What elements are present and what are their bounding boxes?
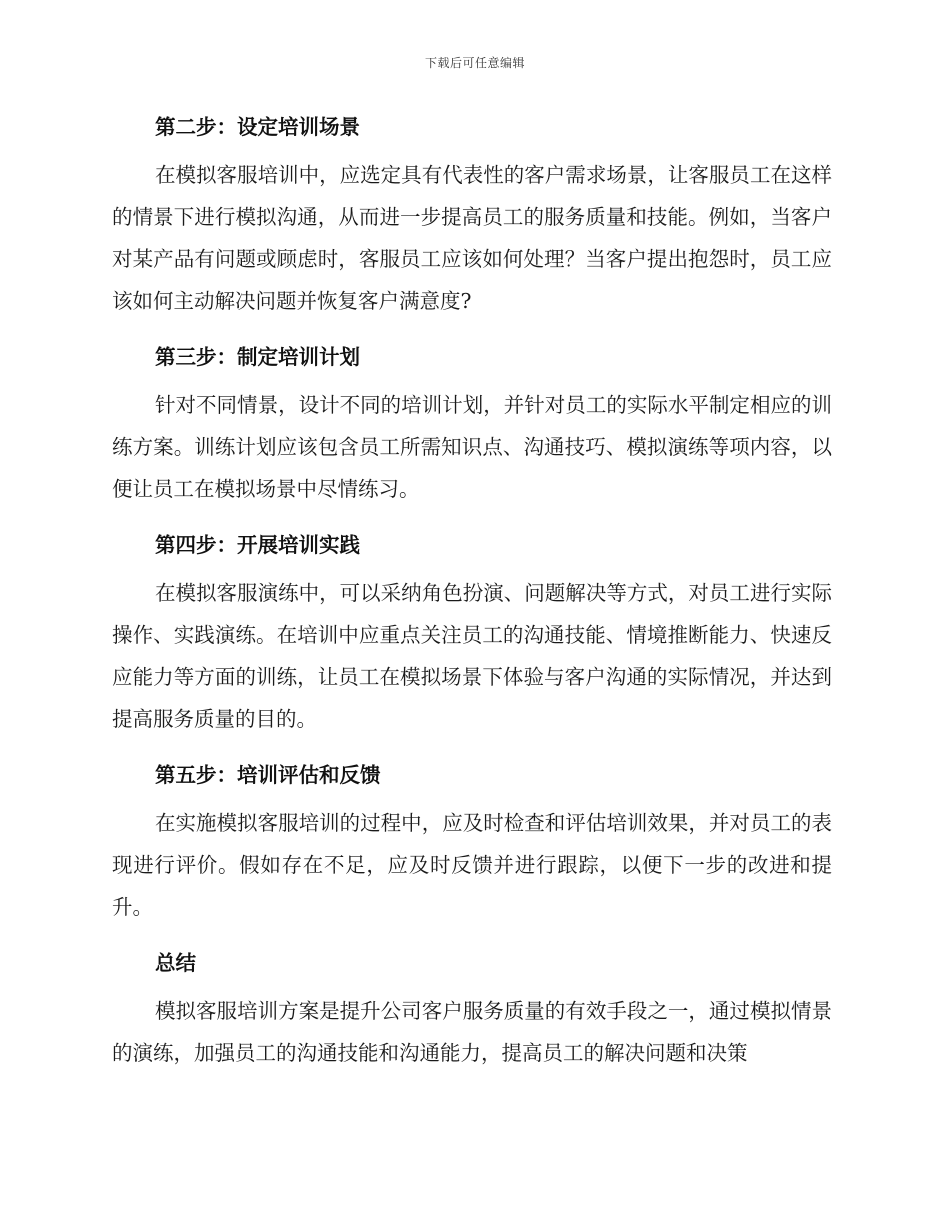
section-heading-step-4: 第四步：开展培训实践 bbox=[155, 533, 360, 557]
section-paragraph-step-5: 在实施模拟客服培训的过程中，应及时检查和评估培训效果，并对员工的表现进行评价。假如存在不足，应及时反馈并进行跟踪，以便下一步的改进和提升。 bbox=[112, 811, 832, 919]
document-body bbox=[112, 110, 832, 1092]
header-note: 下载后可任意编辑 bbox=[424, 56, 525, 70]
section-heading-step-2: 第二步：设定培训场景 bbox=[155, 115, 360, 139]
section-heading-summary: 总结 bbox=[155, 951, 196, 975]
section-heading-step-5: 第五步：培训评估和反馈 bbox=[155, 763, 381, 787]
section-heading-step-3: 第三步：制定培训计划 bbox=[155, 345, 360, 369]
section-paragraph-step-4: 在模拟客服演练中，可以采纳角色扮演、问题解决等方式，对员工进行实际操作、实践演练。在培训中应重点关注员工的沟通技能、情境推断能力、快速反应能力等方面的训练，让员工在模拟场景下体验与客户沟通的实际情况，并达到提高服务质量的目的。 bbox=[112, 581, 832, 731]
section-paragraph-summary: 模拟客服培训方案是提升公司客户服务质量的有效手段之一，通过模拟情景的演练，加强员工的沟通技能和沟通能力，提高员工的解决问题和决策 bbox=[112, 999, 832, 1065]
section-paragraph-step-2: 在模拟客服培训中，应选定具有代表性的客户需求场景，让客服员工在这样的情景下进行模拟沟通，从而进一步提高员工的服务质量和技能。例如，当客户对某产品有问题或顾虑时，客服员工应该如何处理？当客户提出抱怨时，员工应该如何主动解决问题并恢复客户满意度? bbox=[112, 163, 832, 313]
section-paragraph-step-3: 针对不同情景，设计不同的培训计划，并针对员工的实际水平制定相应的训练方案。训练计划应该包含员工所需知识点、沟通技巧、模拟演练等项内容，以便让员工在模拟场景中尽情练习。 bbox=[112, 393, 832, 501]
